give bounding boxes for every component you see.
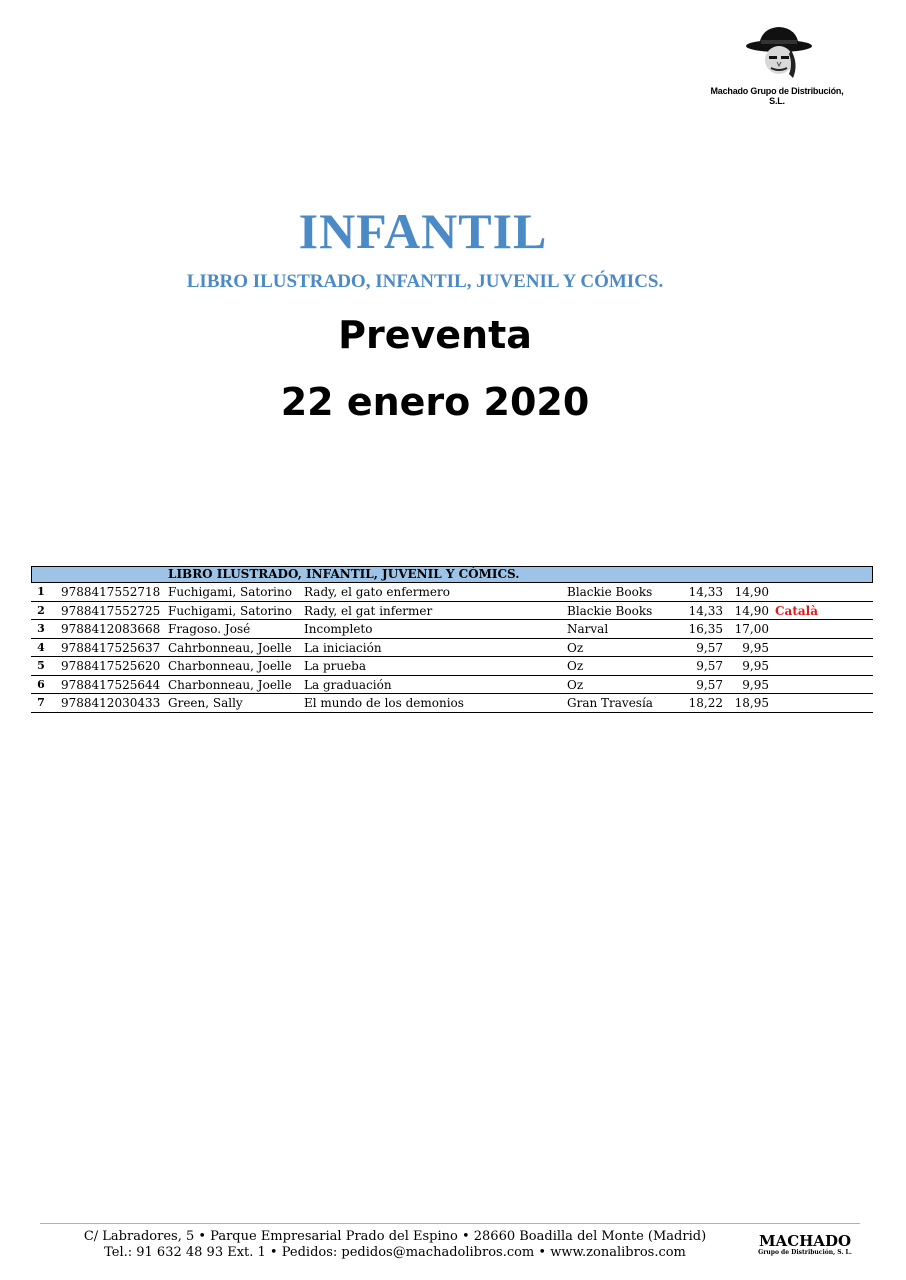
row-price-net: 9,57 (696, 677, 723, 692)
row-note: Català (775, 603, 818, 618)
row-isbn: 9788417552725 (61, 603, 161, 618)
row-price-net: 16,35 (688, 622, 723, 636)
row-number: 3 (37, 622, 45, 635)
row-publisher: Oz (567, 659, 584, 673)
footer-address (0, 1229, 790, 1261)
row-isbn: 9788417552718 (61, 585, 161, 599)
table-header (31, 566, 873, 583)
row-number: 6 (37, 677, 45, 691)
page-title: INFANTIL (298, 203, 548, 259)
row-author: Cahrbonneau, Joelle (168, 640, 292, 655)
row-publisher: Gran Travesía (567, 696, 653, 710)
man-with-hat-icon (743, 24, 815, 86)
row-price-pvp: 14,90 (734, 585, 769, 599)
row-number: 1 (37, 585, 45, 598)
row-publisher: Blackie Books (567, 585, 653, 599)
footer-divider (40, 1223, 860, 1224)
row-price-net: 9,57 (696, 659, 723, 673)
row-title: La graduación (304, 677, 392, 692)
row-isbn: 9788417525644 (61, 677, 161, 692)
logo-company-name: Machado Grupo de Distribución, S.L. (710, 86, 844, 106)
row-publisher: Oz (567, 640, 584, 655)
row-publisher: Blackie Books (567, 603, 653, 618)
row-price-net: 18,22 (688, 696, 723, 710)
row-author: Green, Sally (168, 696, 243, 710)
release-date: 22 enero 2020 (280, 380, 590, 424)
row-isbn: 9788412030433 (61, 696, 161, 710)
table-row (31, 694, 873, 713)
row-title: La iniciación (304, 640, 382, 655)
books-table (31, 566, 873, 713)
table-row (31, 583, 873, 602)
footer-address-line1: C/ Labradores, 5 • Parque Empresarial Prado del Espino • 28660 Boadilla del Monte (Madrid) (83, 1229, 707, 1244)
row-author: Charbonneau, Joelle (168, 659, 292, 673)
table-row (31, 620, 873, 639)
row-title: La prueba (304, 659, 367, 673)
row-isbn: 9788412083668 (61, 622, 161, 636)
row-author: Fragoso. José (168, 622, 251, 636)
company-logo (703, 24, 851, 106)
row-price-pvp: 14,90 (734, 603, 769, 618)
row-price-net: 14,33 (688, 603, 723, 618)
row-price-net: 14,33 (688, 585, 723, 599)
table-body (31, 583, 873, 713)
table-row (31, 676, 873, 695)
row-number: 5 (37, 659, 45, 672)
row-price-pvp: 9,95 (742, 659, 769, 673)
row-publisher: Narval (567, 622, 609, 636)
table-header-label: LIBRO ILUSTRADO, INFANTIL, JUVENIL Y CÓMICS. (168, 567, 520, 581)
row-number: 2 (37, 603, 45, 617)
row-price-pvp: 18,95 (734, 696, 769, 710)
row-title: Incompleto (304, 622, 373, 636)
row-price-pvp: 9,95 (742, 677, 769, 692)
footer-address-line2: Tel.: 91 632 48 93 Ext. 1 • Pedidos: pedidos@machadolibros.com • www.zonalibros.com (104, 1245, 686, 1260)
table-row (31, 639, 873, 658)
table-row (31, 657, 873, 676)
table-row (31, 602, 873, 621)
row-number: 4 (37, 640, 45, 654)
row-author: Fuchigami, Satorino (168, 585, 292, 599)
footer-brand-subtitle: Grupo de Distribución, S. L. (758, 1249, 852, 1256)
preventa-heading: Preventa (338, 313, 532, 357)
row-price-net: 9,57 (696, 640, 723, 655)
page-subtitle: LIBRO ILUSTRADO, INFANTIL, JUVENIL Y CÓMICS. (186, 271, 664, 292)
row-title: Rady, el gat infermer (304, 603, 433, 618)
row-price-pvp: 17,00 (734, 622, 769, 636)
row-title: Rady, el gato enfermero (304, 585, 450, 599)
row-price-pvp: 9,95 (742, 640, 769, 655)
row-author: Fuchigami, Satorino (168, 603, 292, 618)
footer-brand: MACHADO (758, 1232, 852, 1250)
row-isbn: 9788417525637 (61, 640, 161, 655)
row-number: 7 (37, 696, 45, 709)
row-isbn: 9788417525620 (61, 659, 161, 673)
row-author: Charbonneau, Joelle (168, 677, 292, 692)
row-publisher: Oz (567, 677, 584, 692)
row-title: El mundo de los demonios (304, 696, 464, 710)
